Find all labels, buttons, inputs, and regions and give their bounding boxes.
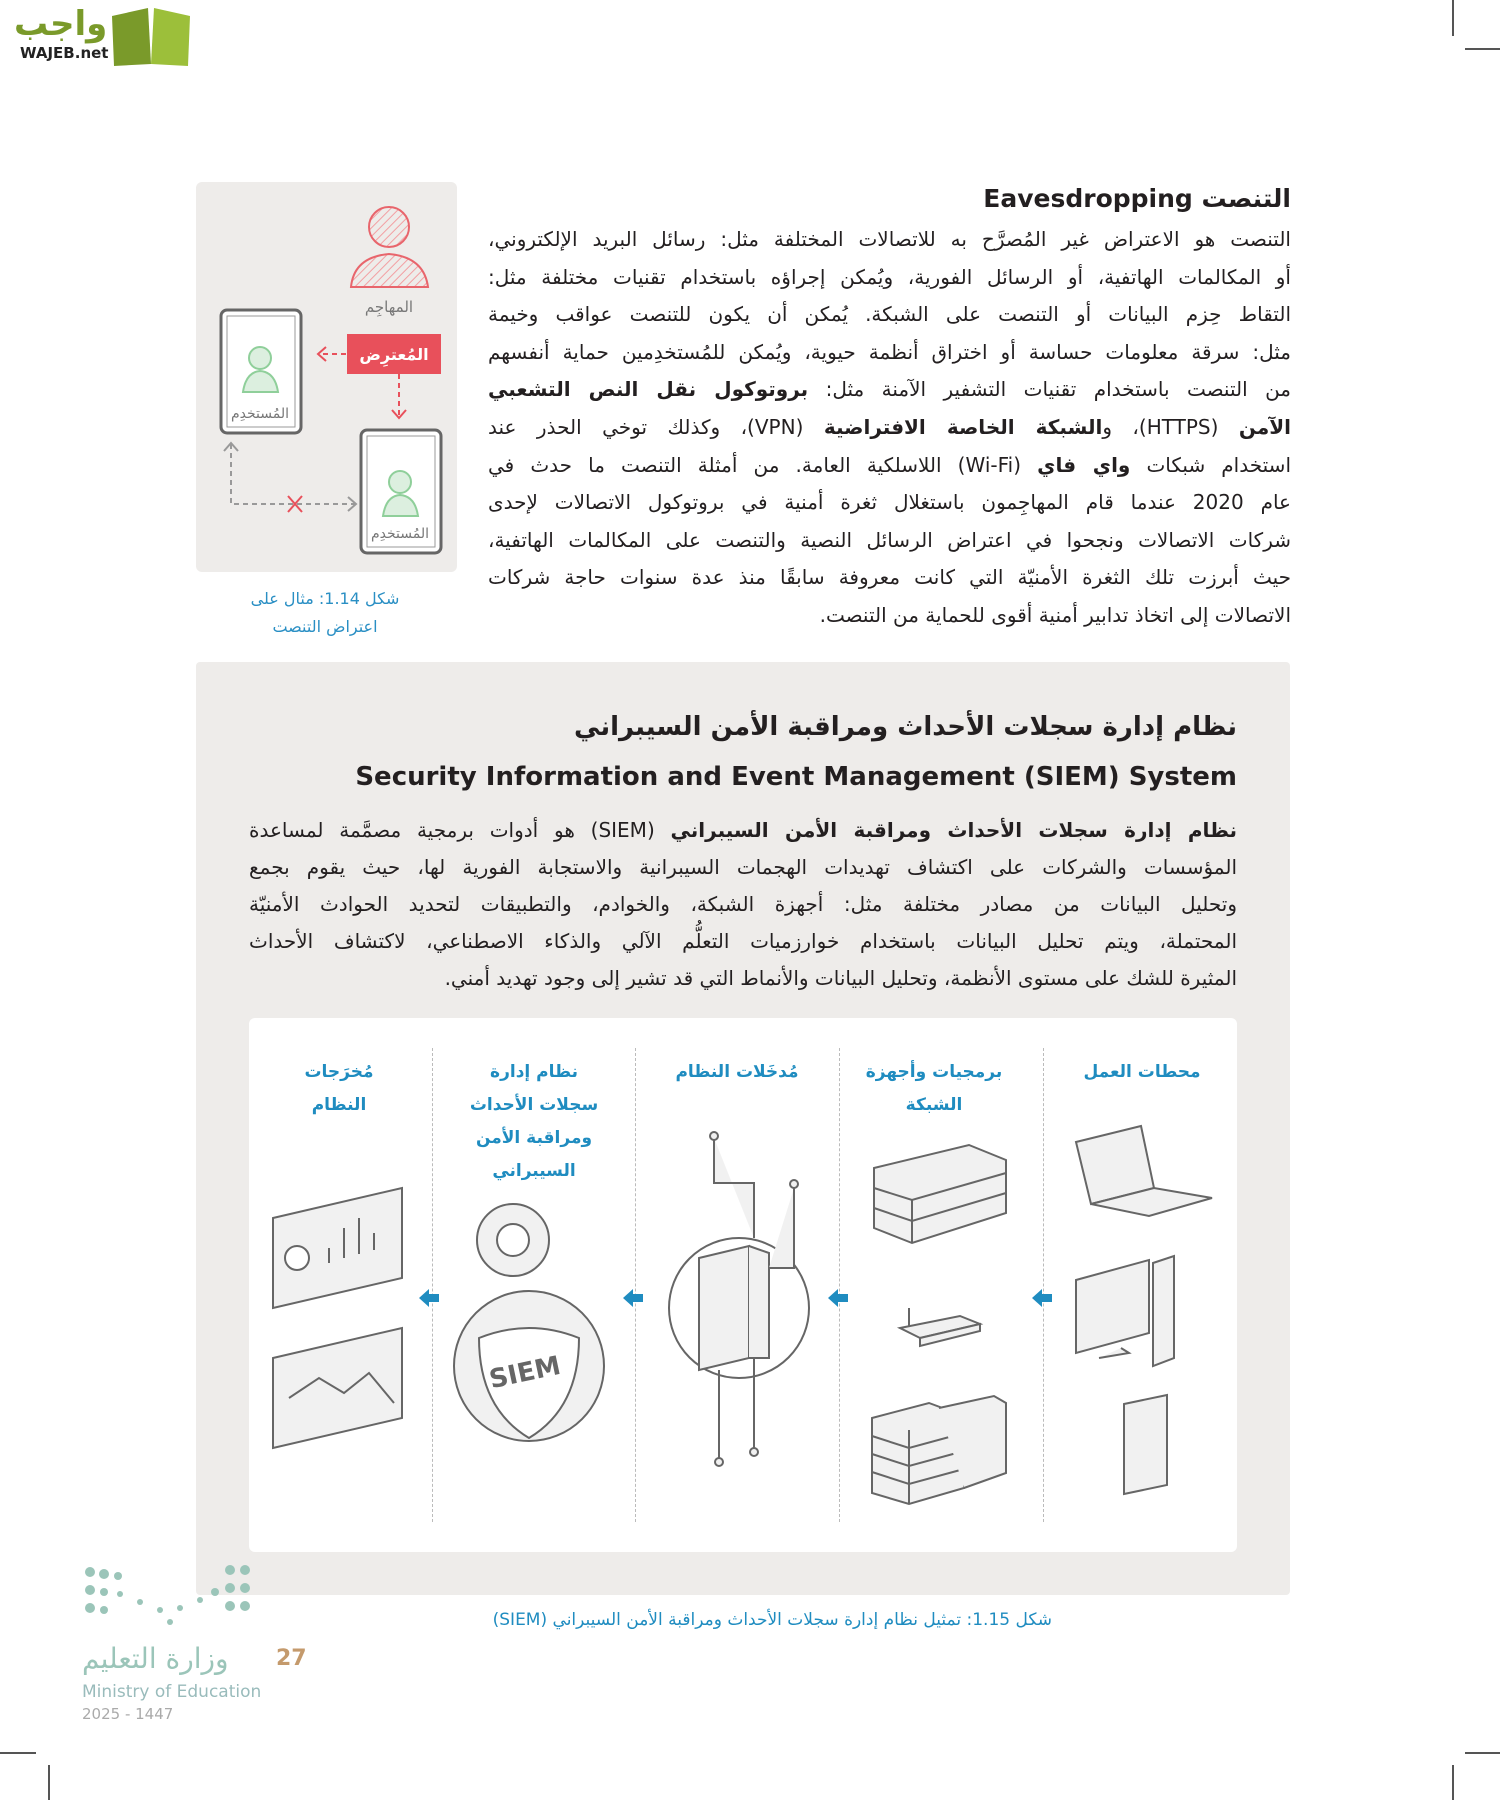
paragraph-line: حيث أبرزت تلك الثغرة الأمنيّة التي كانت معروفة سابقًا منذ عدة سنوات حاجة شركات [488,565,1291,590]
paragraph-line: شركات الاتصالات ونجحوا في اعتراض الرسائل النصية والتنصت على المكالمات الهاتفية، [488,527,1291,552]
logo-text: واجب [14,4,108,44]
user-label: المُستخدِم [370,526,430,542]
column-outputs: مُخرَجات النظام [304,1062,374,1115]
paragraph-line: عام 2020 عندما قام المهاجِمون باستغلال ثغرة أمنية في بروتوكول الاتصالات لإحدى [488,490,1291,515]
paragraph-line: التقاط حِزم البيانات أو التنصت على الشبكة. يُمكن أن يكون للتنصت عواقب وخيمة [488,302,1291,327]
ministry-dots-icon [80,1560,270,1630]
section-title: التنصت Eavesdropping [983,184,1291,213]
paragraph-line: التنصت هو الاعتراض غير المُصرَّح به للاتصالات المختلفة مثل: رسائل البريد الإلكتروني، [488,227,1291,251]
paragraph-line: مثل: سرقة معلومات حساسة أو اختراق أنظمة حيوية، ويُمكن للمُستخدِمين حماية أنفسهم [488,339,1291,364]
academic-year: 2025 - 1447 [82,1705,174,1723]
diagram-icons [249,1018,1237,1552]
crop-mark [1452,0,1454,36]
router-icon [900,1308,980,1346]
caption-line: شكل 1.14: مثال على [250,589,400,608]
paragraph-line: استخدام شبكات واي فاي (Wi-Fi) اللاسلكية العامة. من أمثلة التنصت ما حدث في [488,452,1291,477]
eavesdropping-diagram [196,182,457,572]
column-inputs: مُدخَلات النظام [675,1062,799,1082]
siem-title-ar: نظام إدارة سجلات الأحداث ومراقبة الأمن السيبراني [574,712,1237,742]
column-workstations: محطات العمل [1083,1062,1201,1082]
attacker-icon [351,207,428,287]
ministry-name-ar: وزارة التعليم [82,1642,229,1675]
wajeb-logo[interactable] [8,4,193,70]
ministry-logo [80,1560,310,1730]
page-number: 27 [276,1646,307,1671]
paragraph-line: وتحليل البيانات من مصادر مختلفة مثل: أجهزة الشبكة، والخوادم، والتطبيقات لتحديد الحوادث الأمنيّة [249,892,1237,916]
crop-mark [48,1765,50,1800]
server-rack-icon [872,1396,1006,1504]
eavesdropping-section [488,184,1291,635]
circuit-server-icon [669,1132,809,1466]
book-icon [108,6,194,68]
laptop-icon [1076,1126,1212,1216]
paragraph-line: من التنصت باستخدام تقنيات التشفير الآمنة مثل: بروتوكول نقل النص التشعبي [488,377,1292,402]
crop-mark [1452,1765,1454,1800]
paragraph-line: الاتصالات إلى اتخاذ تدابير أمنية أقوى للحماية من التنصت. [819,602,1291,627]
tablet-icon [1124,1395,1167,1494]
paragraph-line: المثيرة للشك على مستوى الأنظمة، وتحليل البيانات والأنماط التي قد تشير إلى وجود تهديد أمني. [444,966,1237,990]
column-network: برمجيات وأجهزة الشبكة [865,1062,1003,1115]
desktop-icon [1076,1256,1174,1366]
siem-badge: SIEM [486,1350,564,1396]
ministry-name-en: Ministry of Education [82,1682,262,1702]
caption-line: اعتراض التنصت [272,617,378,636]
chart-panel-icon [273,1188,402,1308]
paragraph-line: الآمن (HTTPS)، والشبكة الخاصة الافتراضية (VPN)، وكذلك توخي الحذر عند [488,414,1292,439]
siem-paragraph [249,812,1237,997]
siem-title-en: Security Information and Event Management (SIEM) System [355,762,1237,792]
column-siem: نظام إدارة سجلات الأحداث ومراقبة الأمن السيبراني [469,1062,599,1181]
figure-caption [220,585,430,641]
interceptor-label: المُعترِض [359,345,429,364]
figure-eavesdropping [196,182,457,572]
figure-caption-siem: شكل 1.15: تمثيل نظام إدارة سجلات الأحداث ومراقبة الأمن السيبراني (SIEM) [492,1610,1052,1630]
siem-diagram [249,1018,1237,1552]
paragraph-line: أو المكالمات الهاتفية، أو الرسائل الفورية، ويُمكن إجراؤه باستخدام تقنيات مختلفة مثل: [488,264,1291,289]
gear-icon [477,1204,549,1276]
attacker-label: المهاجِم [364,298,414,316]
user-label: المُستخدِم [230,406,290,422]
firewall-icon [874,1145,1006,1243]
paragraph-line: المحتملة، ويتم تحليل البيانات باستخدام خوارزميات التعلُّم الآلي والذكاء الاصطناعي، لاكتشاف الأحداث [249,929,1237,953]
paragraph-line: المؤسسات والشركات على اكتشاف تهديدات الهجمات السيبرانية والاستجابة الفورية لها، حيث يقوم بجمع [249,855,1237,879]
crop-mark [1465,48,1500,50]
line-chart-panel-icon [273,1328,402,1448]
paragraph-line: نظام إدارة سجلات الأحداث ومراقبة الأمن السيبراني (SIEM) هو أدوات برمجية مصمَّمة لمساعدة [249,818,1237,842]
crop-mark [1465,1752,1500,1754]
crop-mark [0,1752,36,1754]
logo-domain: WAJEB.net [20,44,109,62]
